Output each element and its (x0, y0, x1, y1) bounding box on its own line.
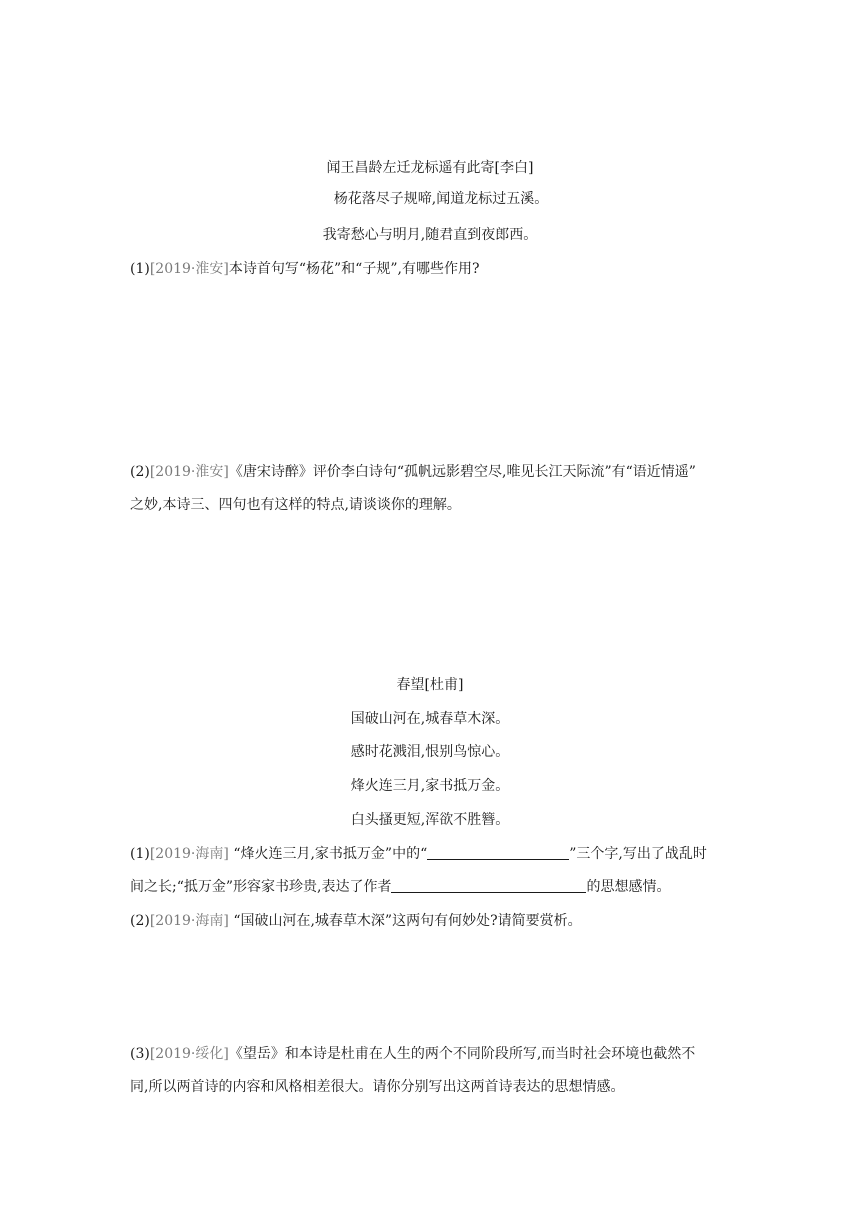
question-text: “国破山河在,城春草木深”这两句有何妙处?请简要赏析。 (233, 913, 582, 929)
question-2-1-continued (130, 877, 670, 897)
question-source: [2019·海南] (149, 846, 229, 862)
question-1-2 (130, 462, 696, 482)
question-2-2 (130, 911, 582, 931)
question-source: [2019·海南] (149, 913, 229, 929)
question-number: (1) (130, 846, 150, 862)
question-number: (3) (130, 1046, 150, 1062)
poem1-title: 闻王昌龄左迁龙标遥有此寄[李白] (326, 160, 534, 176)
question-text-b: ”三个字,写出了战乱时 (569, 846, 707, 862)
question-text: 《唐宋诗醉》评价李白诗句“孤帆远影碧空尽,唯见长江天际流”有“语近情遥” (228, 464, 696, 480)
answer-blank-2[interactable] (391, 878, 586, 893)
question-2-1 (130, 844, 707, 864)
poem2-line-2: 感时花溅泪,恨别鸟惊心。 (350, 744, 510, 760)
question-text-c: 间之长;“抵万金”形容家书珍贵,表达了作者 (130, 879, 392, 895)
question-number: (1) (130, 261, 150, 277)
question-2-3-continued: 同,所以两首诗的内容和风格相差很大。请你分别写出这两首诗表达的思想情感。 (130, 1079, 625, 1095)
question-number: (2) (130, 464, 150, 480)
poem2-line-1: 国破山河在,城春草木深。 (350, 711, 510, 727)
question-source: [2019·绥化] (149, 1046, 229, 1062)
question-source: [2019·淮安] (149, 464, 229, 480)
question-text-a: “烽火连三月,家书抵万金”中的“ (233, 846, 428, 862)
question-number: (2) (130, 913, 150, 929)
poem2-title: 春望[杜甫] (396, 677, 464, 693)
poem2-line-4: 白头搔更短,浑欲不胜簪。 (350, 812, 510, 828)
question-1-1 (130, 259, 479, 279)
question-text: 《望岳》和本诗是杜甫在人生的两个不同阶段所写,而当时社会环境也截然不 (228, 1046, 696, 1062)
answer-blank-1[interactable] (427, 845, 569, 860)
poem1-line-2: 我寄愁心与明月,随君直到夜郎西。 (322, 227, 538, 243)
question-source: [2019·淮安] (149, 261, 229, 277)
poem2-line-3: 烽火连三月,家书抵万金。 (350, 778, 510, 794)
question-1-2-continued: 之妙,本诗三、四句也有这样的特点,请谈谈你的理解。 (130, 497, 461, 513)
question-text-d: 的思想感情。 (586, 879, 671, 895)
question-2-3 (130, 1044, 695, 1064)
poem1-line-1: 杨花落尽子规啼,闻道龙标过五溪。 (333, 191, 549, 207)
question-text: 本诗首句写“杨花”和“子规”,有哪些作用? (228, 261, 480, 277)
